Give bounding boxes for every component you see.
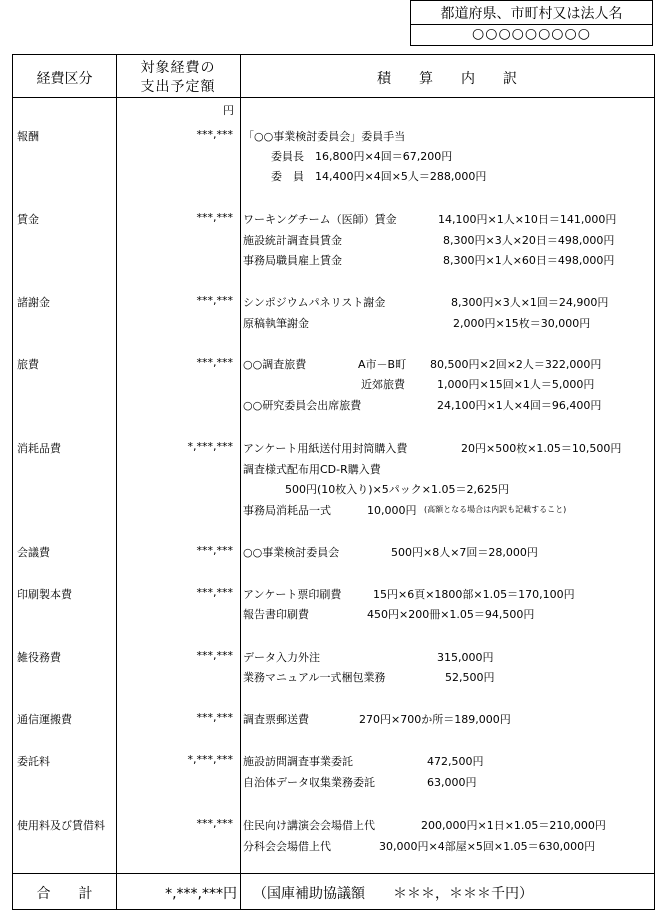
detail-line: 分科会会場借上代 bbox=[243, 840, 331, 853]
detail-line: アンケート用紙送付用封筒購入費 bbox=[243, 442, 408, 455]
detail-line: 事務局職員雇上賃金 bbox=[243, 254, 342, 267]
detail-line: 24,100円×1人×4回＝96,400円 bbox=[437, 399, 602, 412]
detail-line: 20円×500枚×1.05＝10,500円 bbox=[461, 442, 622, 455]
category-label: 賃金 bbox=[17, 213, 39, 226]
detail-line: 63,000円 bbox=[427, 776, 477, 789]
organization-box bbox=[410, 0, 653, 46]
detail-line: 500円(10枚入り)×5パック×1.05＝2,625円 bbox=[285, 483, 509, 496]
detail-line: 270円×700か所＝189,000円 bbox=[359, 713, 511, 726]
detail-line: 472,500円 bbox=[427, 755, 484, 768]
detail-line: 450円×200冊×1.05＝94,500円 bbox=[367, 608, 535, 621]
detail-note: (高額となる場合は内訳も記載すること) bbox=[424, 505, 567, 514]
total-divider bbox=[13, 873, 654, 874]
column-header-amount-line2: 支出予定額 bbox=[140, 79, 216, 95]
amount-value: ***,*** bbox=[196, 817, 233, 830]
detail-line: 8,300円×3人×20日＝498,000円 bbox=[443, 234, 615, 247]
total-label: 合 計 bbox=[36, 886, 93, 902]
category-label: 使用料及び賃借料 bbox=[17, 819, 105, 832]
detail-line: 315,000円 bbox=[437, 651, 494, 664]
detail-line: ワーキングチーム（医師）賃金 bbox=[243, 213, 397, 226]
organization-label: 都道府県、市町村又は法人名 bbox=[440, 6, 623, 22]
detail-line: 52,500円 bbox=[445, 671, 495, 684]
category-label: 諸謝金 bbox=[17, 296, 50, 309]
detail-line: 原稿執筆謝金 bbox=[243, 317, 309, 330]
detail-line: 30,000円×4部屋×5回×1.05＝630,000円 bbox=[379, 840, 596, 853]
detail-line: 10,000円 bbox=[367, 504, 417, 517]
column-divider-2 bbox=[240, 55, 241, 909]
amount-value: *,***,*** bbox=[187, 440, 233, 453]
amount-value: ***,*** bbox=[196, 128, 233, 141]
detail-line: 事務局消耗品一式 bbox=[243, 504, 331, 517]
detail-line: 委員長 16,800円×4回＝67,200円 bbox=[271, 150, 453, 163]
detail-line: 1,000円×15回×1人＝5,000円 bbox=[437, 378, 595, 391]
detail-line: 「○○事業検討委員会」委員手当 bbox=[243, 130, 406, 143]
organization-divider bbox=[411, 24, 652, 25]
detail-line: シンポジウムパネリスト謝金 bbox=[243, 296, 386, 309]
unit-label: 円 bbox=[223, 104, 234, 117]
amount-value: ***,*** bbox=[196, 544, 233, 557]
category-label: 委託料 bbox=[17, 755, 50, 768]
organization-name: ○○○○○○○○○ bbox=[472, 26, 591, 42]
detail-line: 施設統計調査員賃金 bbox=[243, 234, 342, 247]
detail-line: 施設訪問調査事業委託 bbox=[243, 755, 353, 768]
amount-value: ***,*** bbox=[196, 649, 233, 662]
category-label: 報酬 bbox=[17, 130, 39, 143]
detail-line: A市－B町 bbox=[358, 358, 407, 371]
category-label: 雑役務費 bbox=[17, 651, 61, 664]
detail-line: 調査票郵送費 bbox=[243, 713, 309, 726]
category-label: 消耗品費 bbox=[17, 442, 61, 455]
detail-line: 80,500円×2回×2人＝322,000円 bbox=[430, 358, 602, 371]
amount-value: ***,*** bbox=[196, 711, 233, 724]
header-divider bbox=[13, 97, 654, 98]
category-label: 通信運搬費 bbox=[17, 713, 72, 726]
total-amount: *,***,***円 bbox=[165, 886, 237, 902]
detail-line: 200,000円×1日×1.05＝210,000円 bbox=[421, 819, 606, 832]
detail-line: 調査様式配布用CD-R購入費 bbox=[243, 463, 381, 476]
column-header-category: 経費区分 bbox=[36, 71, 93, 87]
category-label: 印刷製本費 bbox=[17, 588, 72, 601]
expense-table bbox=[12, 54, 655, 910]
detail-line: 委 員 14,400円×4回×5人＝288,000円 bbox=[271, 170, 487, 183]
column-divider-1 bbox=[116, 55, 117, 909]
detail-line: アンケート票印刷費 bbox=[243, 588, 342, 601]
detail-line: 8,300円×3人×1回＝24,900円 bbox=[451, 296, 609, 309]
detail-line: ○○研究委員会出席旅費 bbox=[243, 399, 362, 412]
detail-line: 業務マニュアル一式梱包業務 bbox=[243, 671, 386, 684]
amount-value: ***,*** bbox=[196, 586, 233, 599]
column-header-detail: 積 算 内 訳 bbox=[377, 71, 517, 87]
detail-line: 自治体データ収集業務委託 bbox=[243, 776, 375, 789]
category-label: 旅費 bbox=[17, 358, 39, 371]
amount-value: ***,*** bbox=[196, 356, 233, 369]
detail-line: 住民向け講演会会場借上代 bbox=[243, 819, 375, 832]
detail-line: 8,300円×1人×60日＝498,000円 bbox=[443, 254, 615, 267]
amount-value: *,***,*** bbox=[187, 753, 233, 766]
detail-line: 2,000円×15枚＝30,000円 bbox=[453, 317, 591, 330]
total-note: （国庫補助協議額 ＊＊＊，＊＊＊千円） bbox=[253, 886, 533, 902]
detail-line: 報告書印刷費 bbox=[243, 608, 309, 621]
category-label: 会議費 bbox=[17, 546, 50, 559]
detail-line: ○○調査旅費 bbox=[243, 358, 307, 371]
detail-line: ○○事業検討委員会 bbox=[243, 546, 340, 559]
detail-line: 15円×6頁×1800部×1.05＝170,100円 bbox=[373, 588, 575, 601]
column-header-amount-line1: 対象経費の bbox=[140, 60, 216, 76]
detail-line: 500円×8人×7回＝28,000円 bbox=[391, 546, 538, 559]
amount-value: ***,*** bbox=[196, 294, 233, 307]
detail-line: データ入力外注 bbox=[243, 651, 320, 664]
amount-value: ***,*** bbox=[196, 211, 233, 224]
detail-line: 14,100円×1人×10日＝141,000円 bbox=[438, 213, 617, 226]
detail-line: 近郊旅費 bbox=[361, 378, 405, 391]
